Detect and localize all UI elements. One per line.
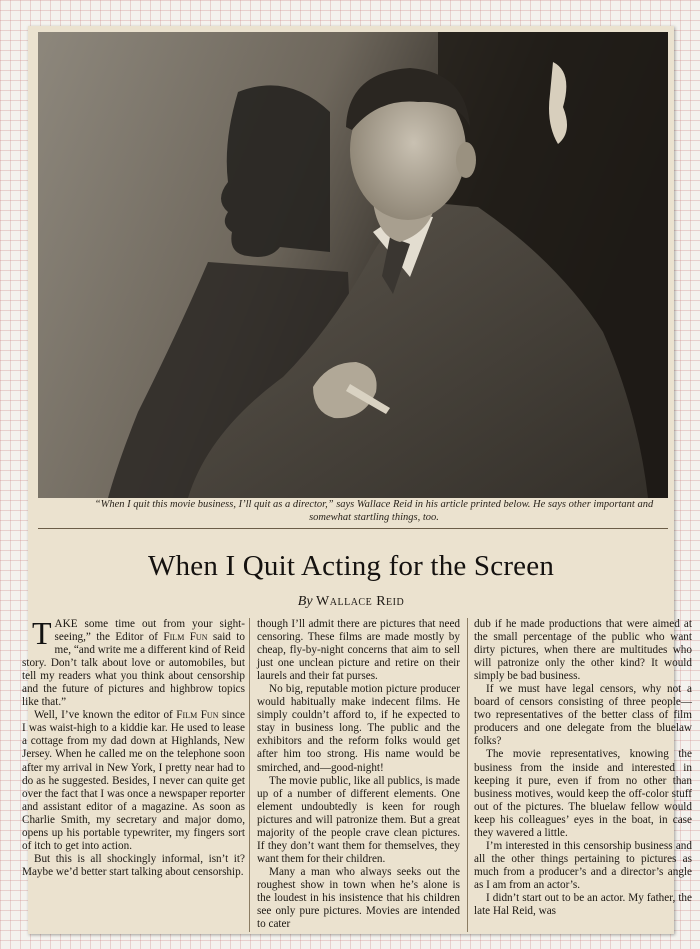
paragraph-text: AKE some time out from your sight-seeing,” the Editor of [54, 618, 245, 644]
magazine-name: Film Fun [176, 709, 219, 722]
paragraph: though I’ll admit there are pictures that need censoring. These films are made mostly by cheap, fly-by-night concerns that aim to sell just one unclean picture and retire on their laurels and their fat purses. [257, 618, 460, 683]
paragraph: The movie public, like all publics, is made up of a number of different elements. One element undoubtedly is keen for rough pictures and will patronize them. But a great majority of the people crave clean pictures. If they don’t want them for themselves, they want them for their children. [257, 774, 460, 865]
paragraph-text: said to me, “and write me a different kind of Reid story. Don’t talk about love or automobiles, but tell my readers what you think about censorship and the future of pictures and highbrow topics like that.” [22, 631, 245, 709]
byline-author: Wallace Reid [316, 594, 405, 609]
paragraph: If we must have legal censors, why not a board of censors consisting of three people—two representatives of the better class of film producers and one delegate from the bluelaw folks? [474, 683, 692, 748]
paragraph: I didn’t start out to be an actor. My father, the late Hal Reid, was [474, 891, 692, 918]
drop-cap: T [32, 615, 52, 651]
magazine-name: Film Fun [163, 631, 208, 644]
portrait-illustration [38, 32, 668, 498]
photo-caption: “When I quit this movie business, I’ll quit as a director,” says Wallace Reid in his article printed below. He says other important and somewhat startling things, too. [94, 499, 654, 523]
byline [28, 594, 674, 610]
paragraph [22, 709, 245, 853]
paragraph: The movie representatives, knowing the business from the inside and interested in keeping it pure, even if from no other than business motives, would keep the off-color stuff out of the pictures. The bluelaw fellow would keep his colleagues’ eyes in the boat, in case they wavered a little. [474, 748, 692, 839]
column-divider [249, 618, 250, 932]
divider-line [38, 528, 668, 529]
paragraph: No big, reputable motion picture producer would habitually make indecent films. He simply couldn’t afford to, if he expected to stay in business long. The public and the exhibitors and the reform folks would get after him too strong. His name would be smirched, and—good-night! [257, 683, 460, 774]
paragraph: Many a man who always seeks out the roughest show in town when he’s alone is the loudest in his insistence that his children see only pure pictures. Movies are intended to cater [257, 865, 460, 931]
article-headline: When I Quit Acting for the Screen [147, 550, 555, 582]
article-column-1 [22, 615, 245, 932]
article-column-2 [257, 618, 460, 932]
portrait-photo [38, 32, 668, 498]
newspaper-clipping [22, 26, 692, 934]
column-divider [467, 618, 468, 932]
paragraph [22, 615, 245, 709]
paragraph: dub if he made productions that were aimed at the small percentage of the public who want dirty pictures, when there are multitudes who will patronize only the other kind? It would simply be bad business. [474, 618, 692, 683]
paragraph-text: Well, I’ve known the editor of [34, 709, 177, 722]
article-column-3 [474, 618, 692, 932]
paragraph: But this is all shockingly informal, isn’t it? Maybe we’d better start talking about censorship. [22, 852, 245, 878]
byline-prefix: By [297, 594, 313, 609]
paragraph-text: since I was waist-high to a kiddie kar. He used to lease a cottage from my dad down at Highlands, New Jersey. When he called me on the telephone soon after my arrival in New York, I pretty near had to do as he suggested. Besides, I never can quite get over the fact that I was once a newspaper reporter and assistant editor of a magazine. As soon as Charlie Smith, my secretary and major domo, opens up his portable typewriter, my fingers sort of itch to get into action. [22, 709, 245, 852]
paragraph: I’m interested in this censorship business and all the other things pertaining to pictures as much from a producer’s and a director’s angle as I am from an actor’s. [474, 839, 692, 891]
